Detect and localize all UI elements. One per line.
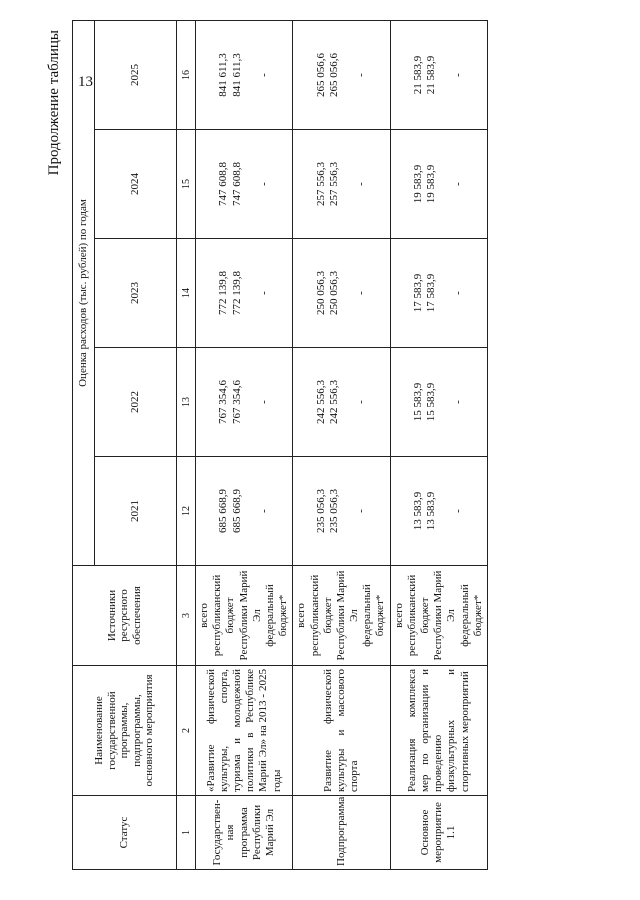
value-federal: -	[355, 182, 368, 186]
value-republic: 13 583,9	[425, 491, 438, 531]
values-2024	[293, 130, 390, 239]
row-name: Реализация комплекса мер по организации и проведению физкультурных и спортивных мероприятий	[390, 666, 487, 796]
value-federal: -	[452, 509, 465, 513]
header-year-2024: 2024	[95, 130, 177, 239]
values-2021	[293, 457, 390, 566]
value-federal: -	[452, 291, 465, 295]
header-name: Наименование государственной программы, подпрограммы, основного мероприятия	[73, 666, 177, 796]
header-year-2021: 2021	[95, 457, 177, 566]
source-federal: федеральный бюджет*	[263, 584, 290, 647]
value-total: 772 139,8	[217, 271, 230, 315]
value-total: 17 583,9	[412, 273, 424, 313]
row-sources	[293, 566, 390, 666]
source-federal: федеральный бюджет*	[458, 584, 484, 647]
column-number: 12	[177, 457, 196, 566]
value-republic: 265 056,6	[327, 53, 340, 97]
values-2025	[390, 21, 487, 130]
value-total: 15 583,9	[412, 382, 424, 422]
value-republic: 257 556,3	[327, 162, 340, 206]
value-total: 19 583,9	[412, 164, 424, 204]
value-republic: 17 583,9	[425, 273, 438, 313]
source-federal: федеральный бюджет*	[361, 584, 387, 647]
column-number: 16	[177, 21, 196, 130]
value-federal: -	[355, 509, 368, 513]
values-2021	[196, 457, 293, 566]
values-2024	[390, 130, 487, 239]
value-federal: -	[257, 291, 270, 295]
value-federal: -	[355, 400, 368, 404]
row-name: «Развитие физической культуры, спорта, туризма и молодежной политики в Республике Марий Эл» на 2013 - 2025 годы	[196, 666, 293, 796]
value-total: 235 056,3	[314, 489, 327, 533]
values-2023	[293, 239, 390, 348]
value-republic: 747 608,8	[230, 162, 243, 206]
value-republic: 21 583,9	[425, 55, 438, 95]
column-number: 15	[177, 130, 196, 239]
row-status: Подпрограмма	[293, 796, 390, 870]
value-total: 685 668,9	[217, 489, 230, 533]
value-federal: -	[452, 400, 465, 404]
table-row	[196, 21, 293, 870]
column-number: 13	[177, 348, 196, 457]
source-republic: республиканский бюджет Республики Марий Эл	[211, 570, 263, 661]
values-2025	[293, 21, 390, 130]
value-republic: 685 668,9	[230, 489, 243, 533]
value-republic: 15 583,9	[425, 382, 438, 422]
rotated-landscape-page	[40, 20, 600, 870]
header-estimate: Оценка расходов (тыс. рублей) по годам	[73, 21, 95, 566]
value-total: 242 556,3	[314, 380, 327, 424]
source-total: всего	[392, 603, 405, 628]
values-2022	[293, 348, 390, 457]
source-total: всего	[198, 603, 210, 628]
value-total: 747 608,8	[217, 162, 230, 206]
value-total: 13 583,9	[412, 491, 424, 531]
source-republic: республиканский бюджет Республики Марий Эл	[308, 570, 361, 661]
value-federal: -	[452, 73, 465, 77]
header-status: Статус	[73, 796, 177, 870]
table-row	[390, 21, 487, 870]
value-republic: 242 556,3	[327, 380, 340, 424]
value-republic: 841 611,3	[230, 53, 243, 97]
source-republic: республиканский бюджет Республики Марий Эл	[405, 570, 458, 661]
value-republic: 19 583,9	[425, 164, 438, 204]
row-sources	[390, 566, 487, 666]
value-total: 21 583,9	[412, 55, 424, 95]
row-name: Развитие физической культуры и массового спорта	[293, 666, 390, 796]
row-status: Государствен-ная программа Республики Марий Эл	[196, 796, 293, 870]
value-total: 767 354,6	[217, 380, 230, 424]
value-republic: 235 056,3	[327, 489, 340, 533]
header-year-2022: 2022	[95, 348, 177, 457]
values-2023	[196, 239, 293, 348]
page-number: 13	[78, 74, 93, 90]
value-total: 265 056,6	[314, 53, 327, 97]
value-federal: -	[257, 73, 270, 77]
header-year-2025: 2025	[95, 21, 177, 130]
value-republic: 767 354,6	[230, 380, 243, 424]
value-federal: -	[355, 291, 368, 295]
column-number: 2	[177, 666, 196, 796]
value-federal: -	[257, 182, 270, 186]
value-total: 257 556,3	[314, 162, 327, 206]
row-sources	[196, 566, 293, 666]
value-total: 250 056,3	[314, 271, 327, 315]
table-continuation-caption: Продолжение таблицы	[46, 30, 62, 176]
values-2023	[390, 239, 487, 348]
column-number: 1	[177, 796, 196, 870]
value-federal: -	[257, 400, 270, 404]
source-total: всего	[295, 603, 308, 628]
value-federal: -	[452, 182, 465, 186]
row-status: Основное мероприятие 1.1	[390, 796, 487, 870]
values-2024	[196, 130, 293, 239]
header-source: Источники ресурсного обеспечения	[73, 566, 177, 666]
table-row	[293, 21, 390, 870]
value-federal: -	[257, 509, 270, 513]
budget-table	[72, 20, 590, 870]
value-total: 841 611,3	[217, 53, 230, 97]
values-2022	[196, 348, 293, 457]
value-republic: 772 139,8	[230, 271, 243, 315]
values-2021	[390, 457, 487, 566]
value-federal: -	[355, 73, 368, 77]
header-year-2023: 2023	[95, 239, 177, 348]
column-number: 3	[177, 566, 196, 666]
value-republic: 250 056,3	[327, 271, 340, 315]
column-number: 14	[177, 239, 196, 348]
values-2022	[390, 348, 487, 457]
values-2025	[196, 21, 293, 130]
